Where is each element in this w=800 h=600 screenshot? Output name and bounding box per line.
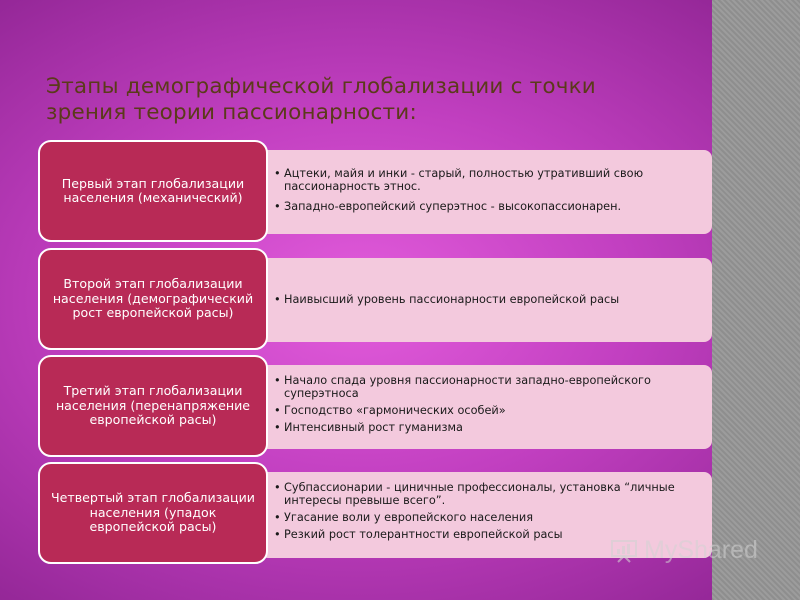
stage-row-4 <box>38 462 678 568</box>
title-line-1: Этапы демографической глобализации с точки <box>46 74 596 99</box>
stage-row-3 <box>38 355 678 461</box>
stage-4-label: Четвертый этап глобализации населения (упадок европейской расы) <box>38 462 268 564</box>
stage-3-details <box>260 365 712 449</box>
presentation-board-icon <box>610 539 638 563</box>
stage-1-label: Первый этап глобализации населения (механический) <box>38 140 268 242</box>
stage-3-bullet-1: • Начало спада уровня пассионарности западно-европейского суперэтноса <box>284 374 700 400</box>
stage-3-bullet-3: • Интенсивный рост гуманизма <box>284 421 700 434</box>
stage-4-bullet-3: • Резкий рост толерантности европейской расы <box>284 528 700 541</box>
watermark-text: MyShared <box>644 536 758 564</box>
stage-row-2 <box>38 248 678 354</box>
slide-title <box>46 74 666 126</box>
stage-1-details <box>260 150 712 234</box>
stage-4-bullet-list <box>260 472 712 541</box>
stage-2-details <box>260 258 712 342</box>
stage-3-bullet-list <box>260 365 712 434</box>
stage-row-1 <box>38 140 678 246</box>
myshared-watermark <box>610 536 758 565</box>
stage-4-bullet-2: • Угасание воли у европейского населения <box>284 511 700 524</box>
title-line-2: зрения теории пассионарности: <box>46 100 417 125</box>
stage-1-bullet-1: • Ацтеки, майя и инки - старый, полностью утративший свою пассионарность этнос. <box>284 167 700 193</box>
stage-1-bullet-list <box>260 150 712 213</box>
stage-2-label: Второй этап глобализации населения (демографический рост европейской расы) <box>38 248 268 350</box>
stage-2-bullet-list <box>260 258 712 306</box>
stage-3-label: Третий этап глобализации населения (перенапряжение европейской расы) <box>38 355 268 457</box>
stage-1-bullet-2: • Западно-европейский суперэтнос - высокопассионарен. <box>284 200 700 213</box>
decorative-side-strip <box>712 0 800 600</box>
stage-3-bullet-2: • Господство «гармонических особей» <box>284 404 700 417</box>
stage-4-bullet-1: • Субпассионарии - циничные профессионалы, установка “личные интересы превыше всего”. <box>284 481 700 507</box>
stage-2-bullet-1: • Наивысший уровень пассионарности европейской расы <box>284 293 700 306</box>
